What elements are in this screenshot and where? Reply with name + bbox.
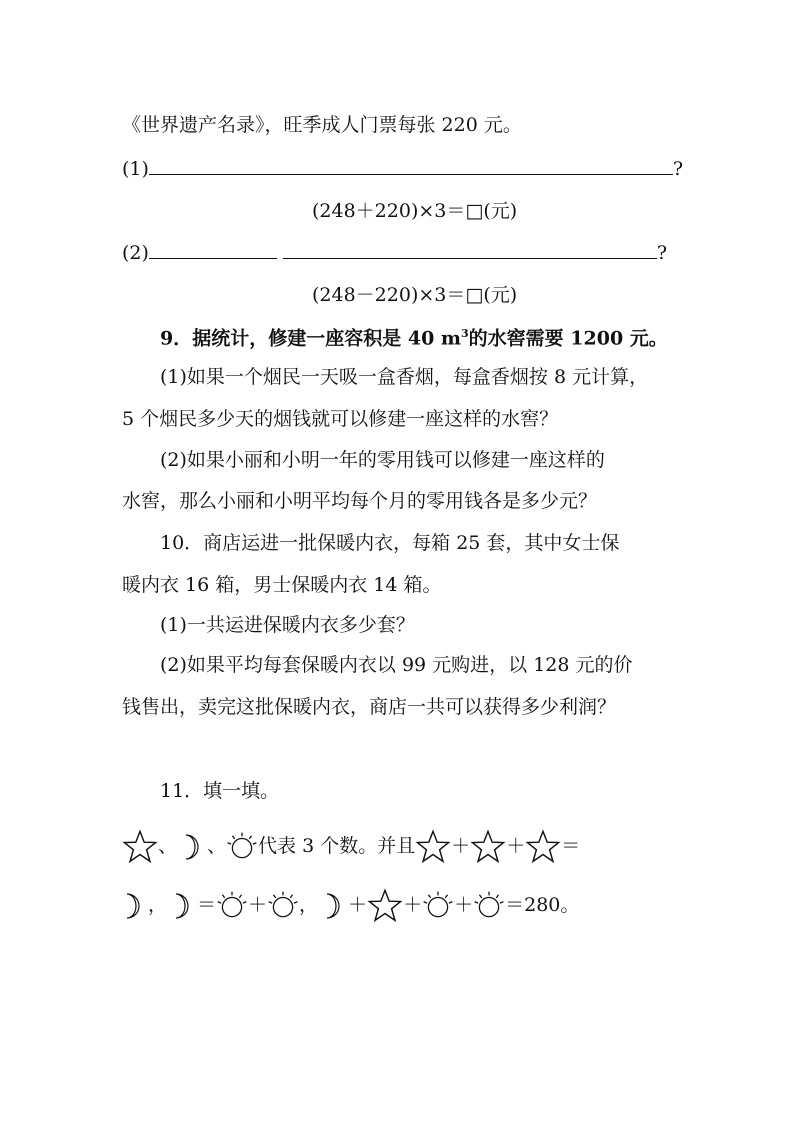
star-icon (122, 829, 158, 865)
problem-9-sub-2-line-2: 水窖，那么小丽和小明平均每个月的零用钱各是多少元？ (122, 490, 598, 512)
problem-9-volume: 40 m (407, 327, 462, 350)
moon-icon (118, 889, 148, 923)
comma: ， (299, 894, 319, 916)
sun-icon (216, 889, 248, 923)
problem-10-title-line-1: 10．商店运进一批保暖内衣，每箱 25 套，其中女士保 (160, 532, 620, 554)
moon-icon (177, 830, 207, 864)
problem-9-sub-1-line-2: 5 个烟民多少天的烟钱就可以修建一座这样的水窖？ (122, 408, 559, 430)
question-2-row (122, 240, 667, 266)
problem-10-sub-2-line-1: (2)如果平均每套保暖内衣以 99 元购进，以 128 元的价 (160, 654, 633, 676)
star-icon (470, 829, 506, 865)
question-1-row (122, 156, 683, 182)
moon-icon (318, 889, 348, 923)
problem-10-sub-1: (1)一共运进保暖内衣多少套？ (160, 614, 415, 636)
plus-sign: ＋ (348, 894, 368, 916)
comma: 、 (158, 835, 178, 857)
question-2-formula: (248－220)×3＝□(元) (312, 284, 518, 306)
problem-11-line-1 (122, 826, 580, 866)
problem-11-result: ＝280。 (505, 894, 580, 916)
problem-9-sub-1-line-1: (1)如果一个烟民一天吸一盒香烟，每盒香烟按 8 元计算， (160, 366, 649, 388)
sun-icon (226, 830, 258, 864)
problem-8-continuation: 《世界遗产名录》，旺季成人门票每张 220 元。 (122, 114, 522, 136)
problem-11-line-2 (118, 885, 579, 925)
plus-sign: ＋ (454, 894, 474, 916)
sun-icon (422, 889, 454, 923)
plus-sign: ＋ (403, 894, 423, 916)
sun-icon (267, 889, 299, 923)
problem-9-title-rest: 的水窖需要 1200 元。 (468, 327, 668, 350)
problem-9-title (160, 321, 668, 351)
question-1-question-mark: ? (672, 158, 684, 180)
question-1-answer-blank[interactable] (149, 173, 673, 175)
star-icon (525, 829, 561, 865)
problem-9-title-text: 9．据统计，修建一座容积是 (160, 327, 408, 350)
star-icon (415, 829, 451, 865)
question-2-question-mark: ? (656, 242, 668, 264)
question-1-formula: (248＋220)×3＝□(元) (312, 200, 518, 222)
sun-icon (473, 889, 505, 923)
question-2-answer-blank-a[interactable] (149, 257, 277, 259)
problem-11-title: 11．填一填。 (160, 780, 280, 802)
comma: ， (148, 894, 168, 916)
equals-sign: ＝ (561, 835, 581, 857)
question-2-label: (2) (122, 242, 149, 264)
problem-10-sub-2-line-2: 钱售出，卖完这批保暖内衣，商店一共可以获得多少利润？ (122, 696, 617, 718)
comma: 、 (207, 835, 227, 857)
plus-sign: ＋ (506, 835, 526, 857)
problem-11-represents-text: 代表 3 个数。并且 (258, 835, 416, 857)
star-icon (367, 888, 403, 924)
problem-10-title-line-2: 暖内衣 16 箱，男士保暖内衣 14 箱。 (122, 574, 442, 596)
question-1-label: (1) (122, 158, 149, 180)
question-2-answer-blank-b[interactable] (283, 257, 657, 259)
plus-sign: ＋ (451, 835, 471, 857)
plus-sign: ＋ (248, 894, 268, 916)
moon-icon (167, 889, 197, 923)
equals-sign: ＝ (197, 894, 217, 916)
problem-9-exponent: 3 (461, 327, 469, 340)
problem-9-sub-2-line-1: (2)如果小丽和小明一年的零用钱可以修建一座这样的 (160, 449, 605, 471)
